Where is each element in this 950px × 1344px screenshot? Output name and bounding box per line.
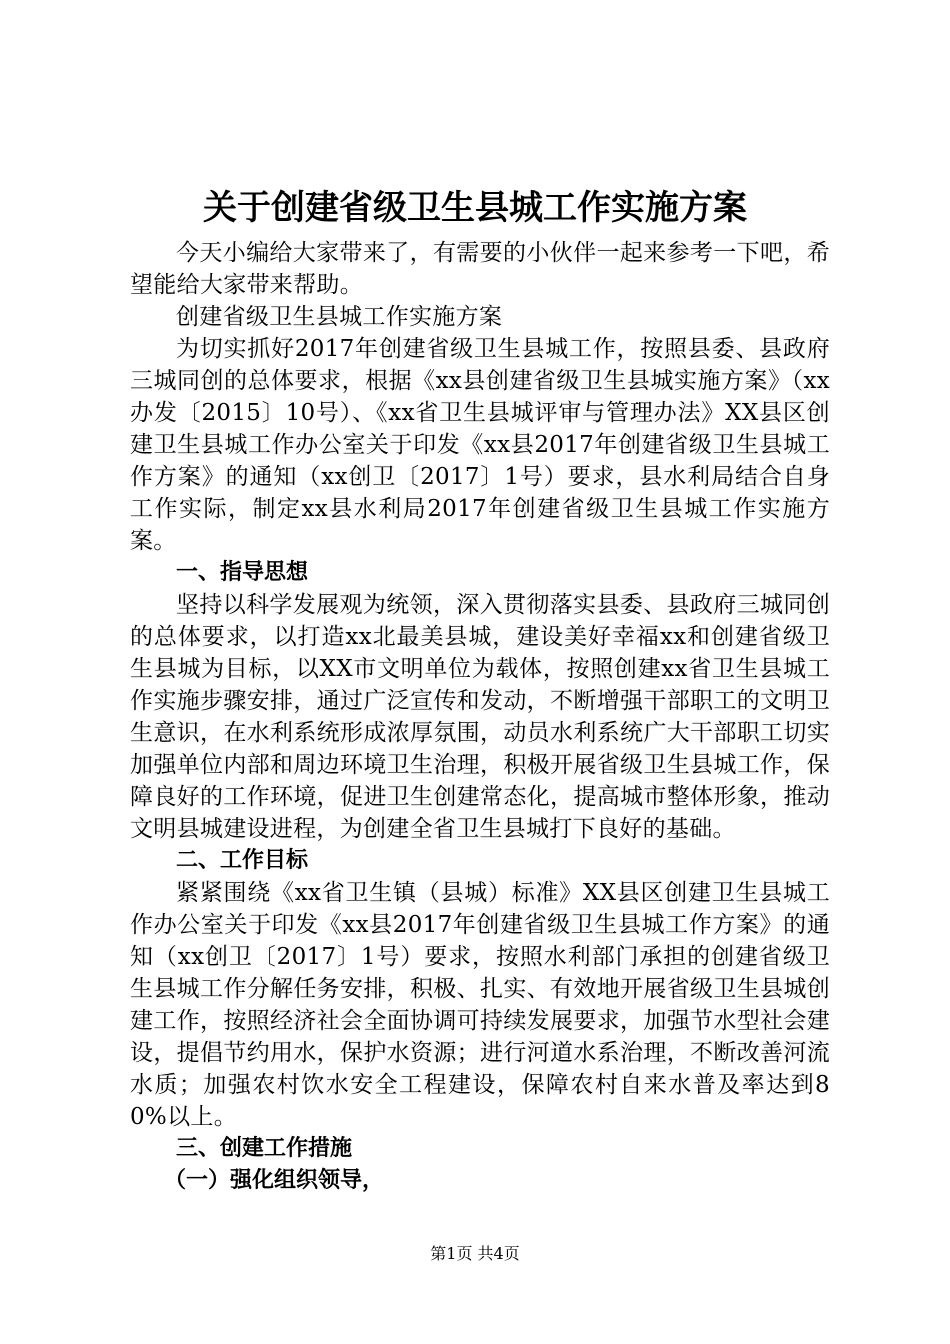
subsection-heading-organization: （一）强化组织领导， <box>164 1168 385 1193</box>
section-heading-work-goals: 二、工作目标 <box>176 848 309 873</box>
paragraph-work-goals: 紧紧围绕《xx省卫生镇（县城）标准》XX县区创建卫生县城工作办公室关于印发《xx县2017年创建省级卫生县城工作方案》的通知（xx创卫〔2017〕1号）要求，按照水利部门承担的创建省级卫生县城工作分解任务安排，积极、扎实、有效地开展省级卫生县城创建工作，按照经济社会全面协调可持续发展要求，加强节水型社会建设，提倡节约用水，保护水资源；进行河道水系治理，不断改善河流水质；加强农村饮水安全工程建设，保障农村自来水普及率达到80%以上。 <box>130 880 830 1130</box>
intro-paragraph: 今天小编给大家带来了，有需要的小伙伴一起来参考一下吧，希望能给大家带来帮助。 <box>130 240 830 298</box>
section-heading-guiding-ideology: 一、指导思想 <box>176 560 309 585</box>
section-heading-measures: 三、创建工作措施 <box>176 1136 353 1161</box>
paragraph-background: 为切实抓好2017年创建省级卫生县城工作，按照县委、县政府三城同创的总体要求，根据《xx县创建省级卫生县城实施方案》（xx办发〔2015〕10号）、《xx省卫生县城评审与管理办法》XX县区创建卫生县城工作办公室关于印发《xx县2017年创建省级卫生县城工作方案》的通知（xx创卫〔2017〕1号）要求，县水利局结合自身工作实际，制定xx县水利局2017年创建省级卫生县城工作实施方案。 <box>130 336 830 554</box>
page-footer: 第1页 共4页 <box>430 1244 520 1263</box>
document-body <box>130 237 830 1197</box>
paragraph-guiding-ideology: 坚持以科学发展观为统领，深入贯彻落实县委、县政府三城同创的总体要求，以打造xx北最美县城，建设美好幸福xx和创建省级卫生县城为目标，以XX市文明单位为载体，按照创建xx省卫生县城工作实施步骤安排，通过广泛宣传和发动，不断增强干部职工的文明卫生意识，在水利系统形成浓厚氛围，动员水利系统广大干部职工切实加强单位内部和周边环境卫生治理，积极开展省级卫生县城工作，保障良好的工作环境，促进卫生创建常态化，提高城市整体形象，推动文明县城建设进程，为创建全省卫生县城打下良好的基础。 <box>130 592 830 842</box>
document-title: 关于创建省级卫生县城工作实施方案 <box>203 188 747 228</box>
subtitle-line: 创建省级卫生县城工作实施方案 <box>176 304 503 330</box>
